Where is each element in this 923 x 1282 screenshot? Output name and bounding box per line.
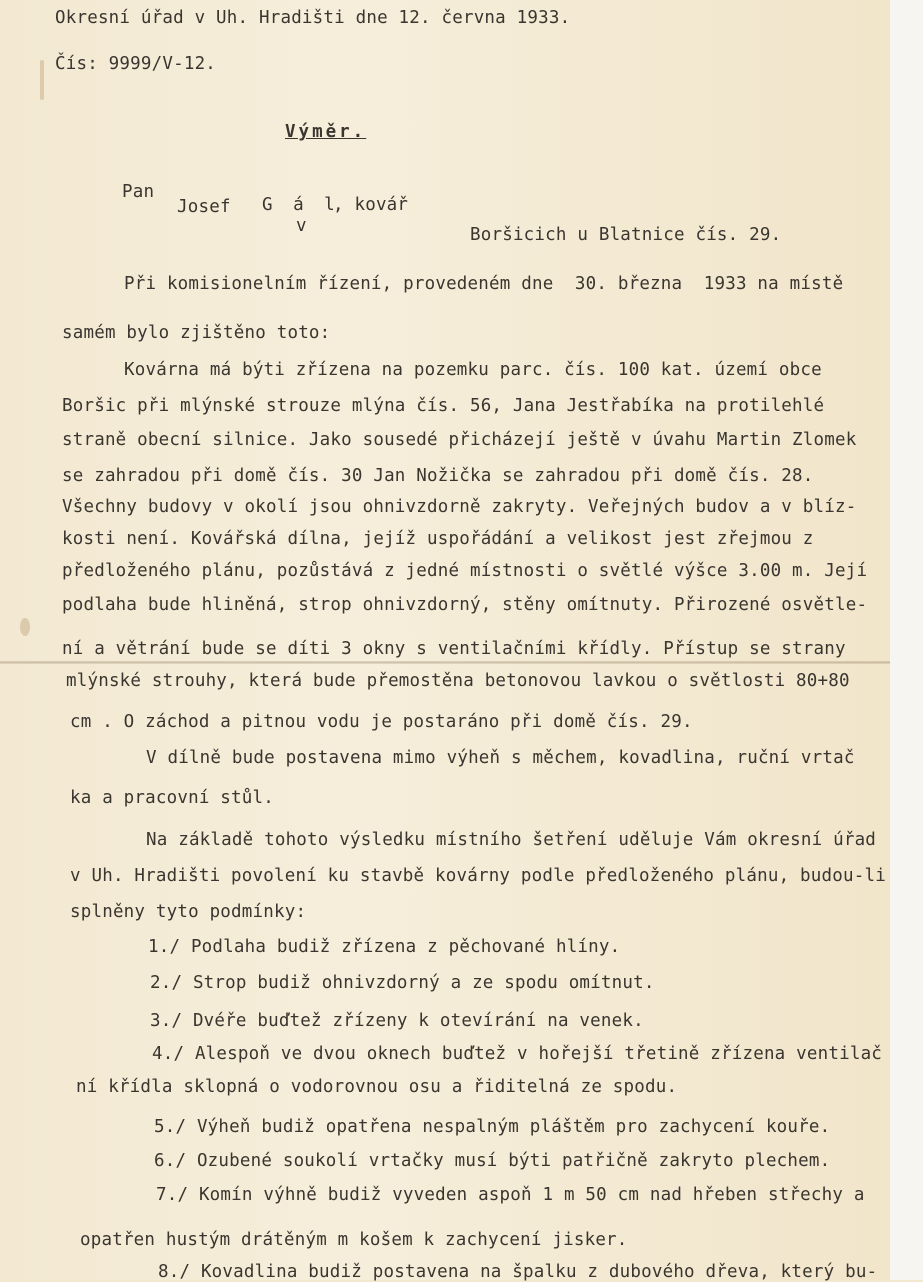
body-line: ka a pracovní stůl. <box>70 788 274 808</box>
body-line: ní a větrání bude se díti 3 okny s ventilačními křídly. Přístup se strany <box>62 639 846 659</box>
body-line: podlaha bude hliněná, strop ohnivzdorný, stěny omítnuty. Přirozené osvětle- <box>62 595 868 615</box>
body-line: Boršic při mlýnské strouze mlýna čís. 56, Jana Jestřabíka na protilehlé <box>62 396 825 416</box>
condition-line: ní křídla sklopná o vodorovnou osu a řiditelná ze spodu. <box>76 1077 678 1097</box>
body-line: samém bylo zjištěno toto: <box>62 323 331 343</box>
body-line: V dílně bude postavena mimo výheň s měchem, kovadlina, ruční vrtač <box>146 748 855 768</box>
body-line: Na základě tohoto výsledku místního šetření uděluje Vám okresní úřad <box>146 830 877 850</box>
condition-line: 5./ Výheň budiž opatřena nespalným pláštěm pro zachycení kouře. <box>154 1117 831 1137</box>
condition-line: 4./ Alespoň ve dvou oknech buďtež v hořejší třetině zřízena ventilač <box>152 1044 883 1064</box>
condition-line: 8./ Kovadlina budiž postavena na špalku z dubového dřeva, který bu- <box>158 1262 878 1282</box>
addressee-pan: Pan <box>122 182 155 202</box>
condition-line: 3./ Dvéře buďtež zřízeny k otevírání na venek. <box>150 1011 644 1031</box>
body-line: Kovárna má býti zřízena na pozemku parc. čís. 100 kat. území obce <box>124 360 822 380</box>
background-edge <box>890 0 923 1280</box>
body-line: Při komisionelním řízení, provedeném dne 30. března 1933 na místě <box>124 274 844 294</box>
condition-line: opatřen hustým drátěným m košem k zachycení jisker. <box>80 1230 628 1250</box>
body-line: mlýnské strouhy, která bude přemostěna betonovou lavkou o světlosti 80+80 <box>66 671 850 691</box>
paper-fold <box>0 661 890 664</box>
addressee-surname: G á l <box>262 195 340 215</box>
addressee-occupation: , kovář <box>333 195 409 215</box>
body-line: splněny tyto podmínky: <box>70 902 307 922</box>
body-line: kosti není. Kovářská dílna, jejíž uspořádání a velikost jest zřejmou z <box>62 529 814 549</box>
body-line: v Uh. Hradišti povolení ku stavbě kovárny podle předloženého plánu, budou-li <box>70 866 886 886</box>
body-line: cm . O záchod a pitnou vodu je postaráno při domě čís. 29. <box>70 712 693 732</box>
addressee-first-name: Josef <box>177 197 231 217</box>
stain <box>20 618 30 636</box>
header-office-date: Okresní úřad v Uh. Hradišti dne 12. června 1933. <box>55 8 571 28</box>
body-line: se zahradou při domě čís. 30 Jan Nožička se zahradou při domě čís. 28. <box>62 466 814 486</box>
stain <box>40 60 44 100</box>
condition-line: 2./ Strop budiž ohnivzdorný a ze spodu omítnut. <box>150 973 655 993</box>
body-line: straně obecní silnice. Jako sousedé přicházejí ještě v úvahu Martin Zlomek <box>62 430 857 450</box>
body-line: předloženého plánu, pozůstává z jedné místnosti o světlé výšce 3.00 m. Její <box>62 561 868 581</box>
condition-line: 6./ Ozubené soukolí vrtačky musí býti patřičně zakryto plechem. <box>154 1151 831 1171</box>
header-reference: Čís: 9999/V-12. <box>55 54 217 74</box>
document-title: Výměr. <box>285 122 367 142</box>
condition-line: 1./ Podlaha budiž zřízena z pěchované hlíny. <box>148 937 621 957</box>
body-line: Všechny budovy v okolí jsou ohnivzdorně zakryty. Veřejných budov a v blíz- <box>62 497 857 517</box>
condition-line: 7./ Komín výhně budiž vyveden aspoň 1 m 50 cm nad hřeben střechy a <box>156 1185 865 1205</box>
addressee-address: Boršicich u Blatnice čís. 29. <box>470 225 782 245</box>
addressee-v: v <box>296 216 307 236</box>
